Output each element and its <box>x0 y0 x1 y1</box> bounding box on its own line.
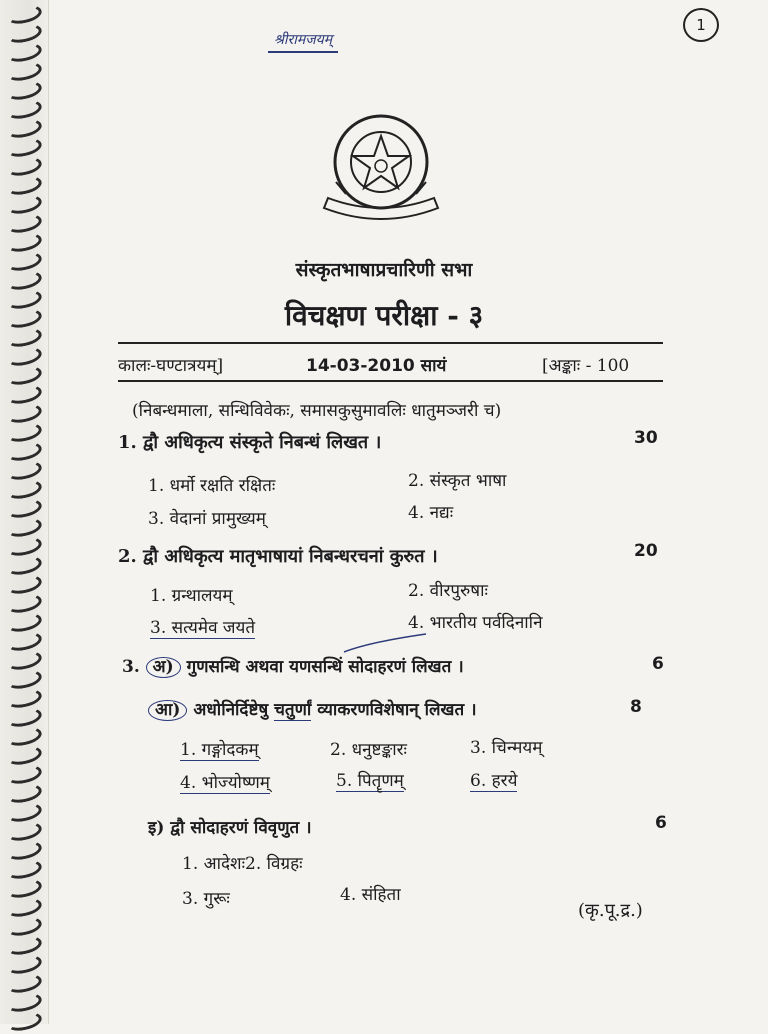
question-2: 2. द्वौ अधिकृत्य मातृभाषायां निबन्धरचनां कुरुत । <box>118 546 438 567</box>
spiral-coil <box>5 686 44 710</box>
q2-option-1: 1. ग्रन्थालयम् <box>150 586 233 606</box>
q1-option-2: 2. संस्कृत भाषा <box>408 471 507 491</box>
q1-option-3: 3. वेदानां प्रामुख्यम् <box>148 509 266 529</box>
spiral-coil <box>5 990 44 1014</box>
spiral-coil <box>5 781 44 805</box>
spiral-coil <box>5 1009 44 1033</box>
spiral-coil <box>5 40 44 64</box>
spiral-coil <box>5 363 44 387</box>
spiral-coil <box>5 2 44 26</box>
spiral-coil <box>5 534 44 558</box>
q1-option-4: 4. नद्यः <box>408 503 454 523</box>
total-marks: [अङ्काः - 100 <box>542 356 630 376</box>
spiral-coil <box>5 971 44 995</box>
question-2-marks: 20 <box>634 541 658 561</box>
spiral-coil <box>5 344 44 368</box>
q2-option-2: 2. वीरपुरुषाः <box>408 581 488 601</box>
organization-name: संस्कृतभाषाप्रचारिणी सभा <box>295 259 473 281</box>
spiral-coil <box>5 572 44 596</box>
spiral-coil <box>5 800 44 824</box>
spiral-binding <box>0 0 49 1024</box>
exam-date: 14-03-2010 सायं <box>306 356 447 376</box>
spiral-coil <box>5 420 44 444</box>
spiral-coil <box>5 952 44 976</box>
spiral-coil <box>5 192 44 216</box>
syllabus: (निबन्धमाला, सन्धिविवेकः, समासकुसुमावलिः धातुमञ्जरी च) <box>132 401 502 421</box>
q3b-text-pre: अधोनिर्दिष्टेषु <box>193 700 269 720</box>
q3b-option-4: 4. भोज्योष्णम् <box>180 773 270 793</box>
bottom-rule <box>118 380 663 382</box>
spiral-coil <box>5 876 44 900</box>
q3b-option-5: 5. पितॄणम् <box>336 771 404 791</box>
spiral-coil <box>5 154 44 178</box>
q3b-text-post: व्याकरणविशेषान् लिखत । <box>317 700 477 720</box>
spiral-coil <box>5 857 44 881</box>
spiral-coil <box>5 914 44 938</box>
spiral-coil <box>5 838 44 862</box>
q2-option-4: 4. भारतीय पर्वदिनानि <box>408 613 543 633</box>
spiral-coil <box>5 211 44 235</box>
organization-seal <box>316 112 446 232</box>
spiral-coil <box>5 895 44 919</box>
spiral-coil <box>5 78 44 102</box>
q3c-marks: 6 <box>655 813 667 833</box>
spiral-coil <box>5 59 44 83</box>
q3a-label: अ) <box>146 657 181 678</box>
q3b-option-1: 1. गङ्गोदकम् <box>180 740 259 760</box>
spiral-coil <box>5 515 44 539</box>
handwritten-top-note: श्रीरामजयम् <box>268 30 338 53</box>
spiral-coil <box>5 496 44 520</box>
spiral-coil <box>5 705 44 729</box>
question-3c: इ) द्वौ सोदाहरणं विवृणुत । <box>148 818 312 838</box>
spiral-coil <box>5 667 44 691</box>
q3c-option-3: 3. गुरूः <box>182 889 230 909</box>
spiral-coil <box>5 591 44 615</box>
spiral-coil <box>5 477 44 501</box>
spiral-coil <box>5 21 44 45</box>
spiral-coil <box>5 629 44 653</box>
question-3b <box>148 697 477 721</box>
q1-option-1: 1. धर्मो रक्षति रक्षितः <box>148 476 276 496</box>
q3c-option-1: 1. आदेशः2. विग्रहः <box>182 854 303 874</box>
q3a-marks: 6 <box>652 654 664 674</box>
q3b-option-2: 2. धनुष्टङ्कारः <box>330 740 407 760</box>
q3a-text: गुणसन्धि अथवा यणसन्धिं सोदाहरणं लिखत । <box>186 657 464 677</box>
spiral-coil <box>5 401 44 425</box>
question-3-number: 3. <box>122 657 140 677</box>
spiral-coil <box>5 97 44 121</box>
spiral-coil <box>5 553 44 577</box>
q3b-label: आ) <box>148 700 187 721</box>
q3b-option-3: 3. चिन्मयम् <box>470 738 543 758</box>
spiral-coil <box>5 610 44 634</box>
spiral-coil <box>5 230 44 254</box>
spiral-coil <box>5 116 44 140</box>
spiral-coil <box>5 173 44 197</box>
duration: कालः-घण्टात्रयम्] <box>118 356 224 376</box>
spiral-coil <box>5 933 44 957</box>
spiral-coil <box>5 439 44 463</box>
continued-note: (कृ.पू.द्र.) <box>578 900 643 921</box>
q2-option-3: 3. सत्यमेव जयते <box>150 618 256 638</box>
spiral-coil <box>5 648 44 672</box>
q3b-text-underlined: चतुर्णां <box>274 700 312 720</box>
question-1-marks: 30 <box>634 428 658 448</box>
spiral-coil <box>5 458 44 482</box>
spiral-coil <box>5 382 44 406</box>
q3c-option-4: 4. संहिता <box>340 885 401 905</box>
question-3 <box>122 654 464 678</box>
q3b-option-6: 6. हरये <box>470 771 518 791</box>
page-number: 1 <box>683 8 719 42</box>
spiral-coil <box>5 819 44 843</box>
q3b-marks: 8 <box>630 697 642 717</box>
spiral-coil <box>5 762 44 786</box>
spiral-coil <box>5 135 44 159</box>
spiral-coil <box>5 724 44 748</box>
exam-title: विचक्षण परीक्षा - ३ <box>284 299 484 332</box>
question-1: 1. द्वौ अधिकृत्य संस्कृते निबन्धं लिखत । <box>118 432 382 453</box>
top-rule <box>118 342 663 344</box>
spiral-coil <box>5 743 44 767</box>
